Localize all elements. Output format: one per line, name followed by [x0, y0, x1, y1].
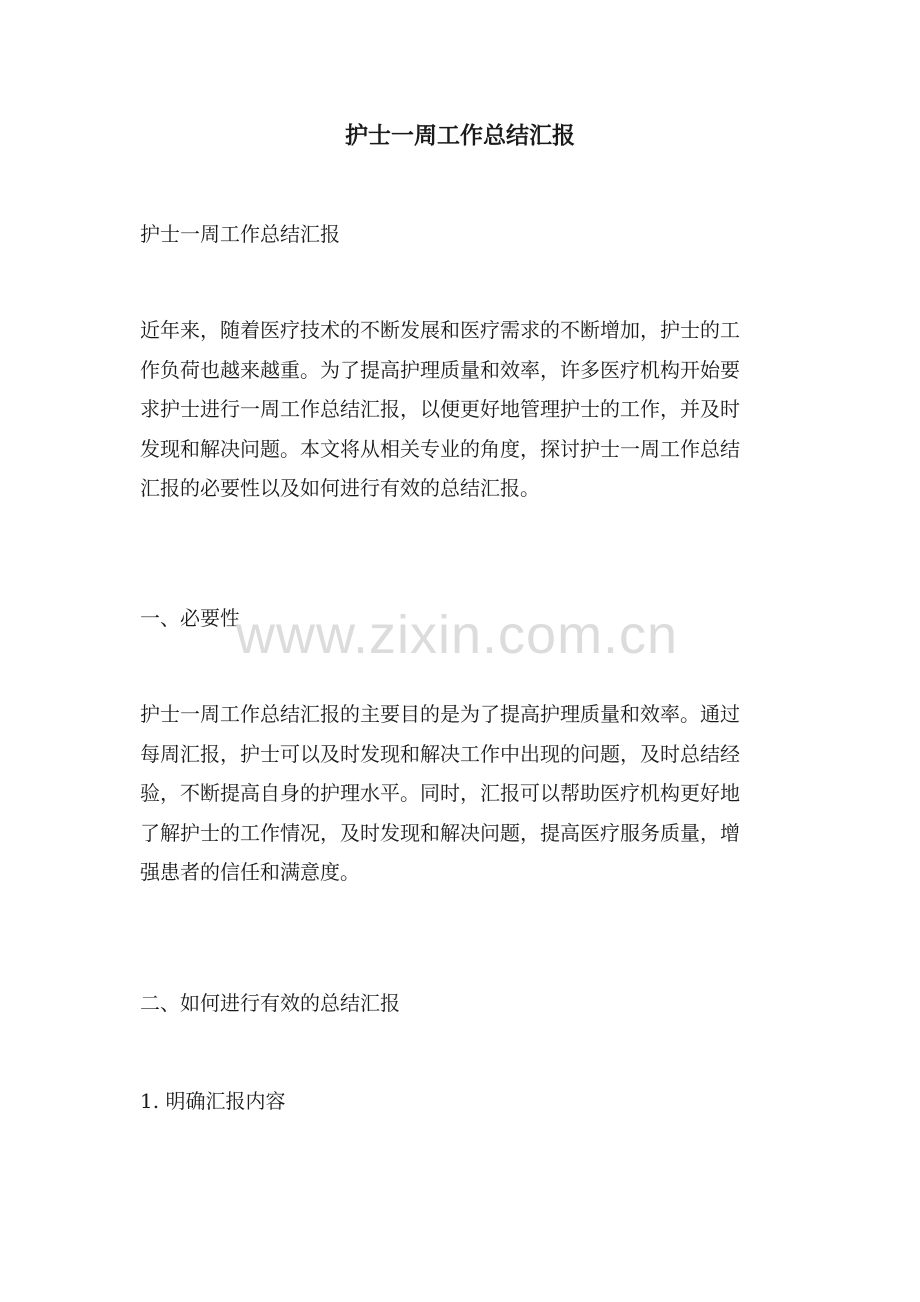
intro-paragraph	[140, 311, 780, 509]
section1-paragraph	[140, 695, 780, 893]
section1-line: 验，不断提高自身的护理水平。同时，汇报可以帮助医疗机构更好地	[140, 781, 740, 806]
document-title: 护士一周工作总结汇报	[345, 122, 575, 149]
document-subtitle: 护士一周工作总结汇报	[140, 222, 340, 246]
section2-heading: 二、如何进行有效的总结汇报	[140, 991, 400, 1015]
subsection1-heading: 1. 明确汇报内容	[140, 1089, 286, 1113]
section1-line: 了解护士的工作情况，及时发现和解决问题，提高医疗服务质量，增	[140, 820, 740, 845]
section1-line: 强患者的信任和满意度。	[140, 860, 360, 885]
intro-line: 发现和解决问题。本文将从相关专业的角度，探讨护士一周工作总结	[140, 436, 740, 461]
section1-heading: 一、必要性	[140, 606, 240, 630]
intro-line: 求护士进行一周工作总结汇报，以便更好地管理护士的工作，并及时	[140, 397, 740, 422]
section1-line: 护士一周工作总结汇报的主要目的是为了提高护理质量和效率。通过	[140, 702, 740, 726]
intro-line: 汇报的必要性以及如何进行有效的总结汇报。	[140, 476, 540, 501]
intro-line: 作负荷也越来越重。为了提高护理质量和效率，许多医疗机构开始要	[140, 357, 740, 382]
section1-line: 每周汇报，护士可以及时发现和解决工作中出现的问题，及时总结经	[140, 741, 740, 766]
watermark: www.zixin.com.cn	[236, 605, 679, 665]
intro-line: 近年来，随着医疗技术的不断发展和医疗需求的不断增加，护士的工	[140, 318, 740, 342]
